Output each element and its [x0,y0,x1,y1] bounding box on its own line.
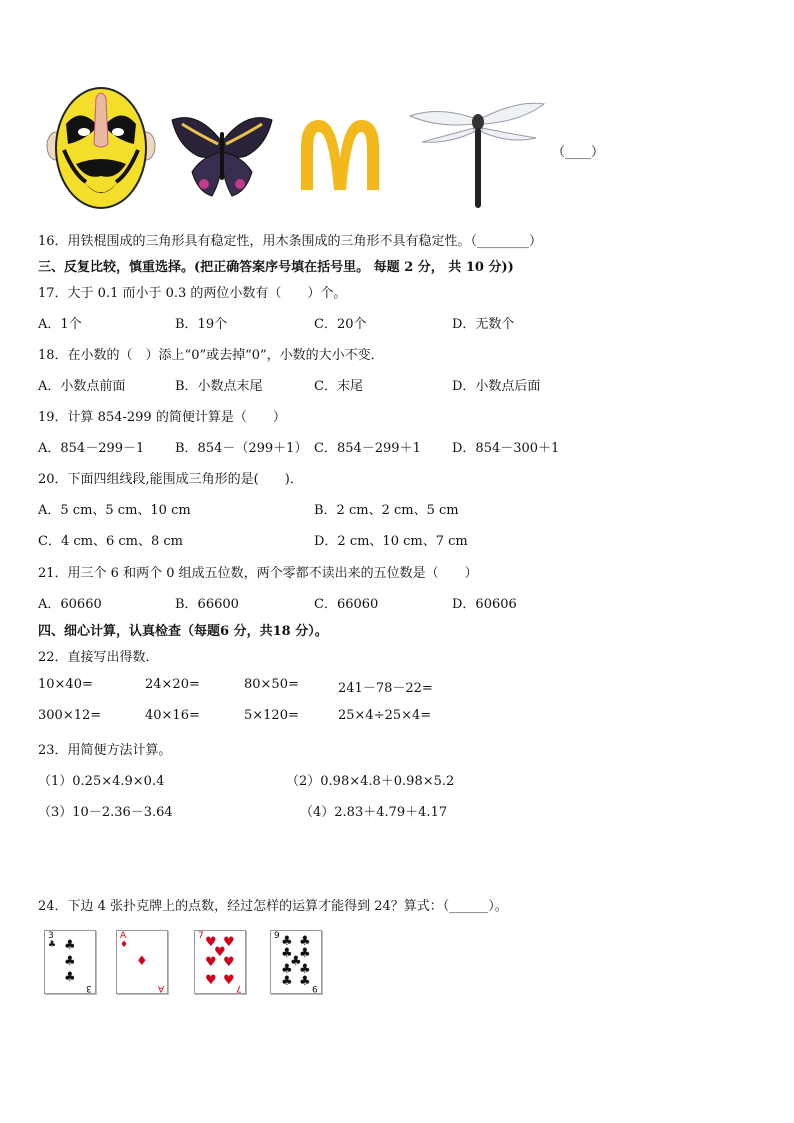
q20-option-b[interactable]: B．2 cm、2 cm、5 cm [314,503,459,518]
q23-item-1: （1）0.25×4.9×0.4 [38,774,165,789]
club-icon: ♣ [64,938,76,953]
q23-item-3: （3）10－2.36－3.64 [38,805,173,820]
q22-expr-2: 24×20= [145,677,200,692]
q18-option-a[interactable]: A．小数点前面 [38,379,126,394]
q21-option-b[interactable]: B．66600 [175,597,239,612]
club-icon: ♣ [281,934,293,949]
heart-icon: ♥ [223,973,235,988]
heart-icon: ♥ [205,935,217,950]
question-23-stem: 23．用简便方法计算。 [38,743,172,758]
section-4-header: 四、细心计算，认真检查（每题6 分，共18 分）。 [38,624,328,639]
opera-mask-image [46,84,156,210]
q21-option-c[interactable]: C．66060 [314,597,379,612]
q23-item-2: （2）0.98×4.8＋0.98×5.2 [286,774,455,789]
card-rank: 3 [48,931,54,941]
diamond-icon: ♦ [120,940,129,950]
playing-card-9-clubs [270,930,322,994]
q21-option-d[interactable]: D．60606 [452,597,517,612]
q19-option-b[interactable]: B．854－（299＋1） [175,441,308,456]
heart-icon: ♥ [205,973,217,988]
q20-option-a[interactable]: A．5 cm、5 cm、10 cm [38,503,191,518]
q22-expr-8: 25×4÷25×4= [338,708,432,723]
q19-option-d[interactable]: D．854－300＋1 [452,441,560,456]
q17-option-a[interactable]: A．1个 [38,317,82,332]
q23-item-4: （4）2.83＋4.79＋4.17 [300,805,448,820]
q22-expr-6: 40×16= [145,708,200,723]
q18-option-b[interactable]: B．小数点末尾 [175,379,263,394]
club-icon: ♣ [281,946,293,961]
q18-option-c[interactable]: C．末尾 [314,379,363,394]
section-3-header: 三、反复比较，慎重选择。(把正确答案序号填在括号里。 每题 2 分， 共 10 分)) [38,260,514,275]
diamond-icon: ♦ [136,954,148,969]
q22-expr-4: 241－78－22= [338,681,433,696]
dragonfly-image [408,98,548,210]
club-icon: ♣ [299,962,311,977]
heart-icon: ♥ [223,935,235,950]
question-17-stem: 17．大于 0.1 而小于 0.3 的两位小数有（ ）个。 [38,286,347,301]
card-rank: 9 [312,983,318,993]
q22-expr-5: 300×12= [38,708,102,723]
mcdonalds-logo-image [297,118,383,192]
q17-option-c[interactable]: C．20个 [314,317,367,332]
card-rank: A [157,983,164,993]
playing-card-a-diamonds [116,930,168,994]
q17-option-d[interactable]: D．无数个 [452,317,515,332]
card-rank: 3 [86,983,92,993]
club-icon: ♣ [64,970,76,985]
q19-option-c[interactable]: C．854－299＋1 [314,441,421,456]
q22-expr-7: 5×120= [244,708,299,723]
club-icon: ♣ [281,962,293,977]
club-icon: ♣ [299,946,311,961]
question-19-stem: 19．计算 854-299 的简便计算是（ ） [38,410,286,425]
question-20-stem: 20．下面四组线段,能围成三角形的是( )． [38,472,303,487]
club-icon: ♣ [48,940,57,950]
club-icon: ♣ [290,954,302,969]
q18-option-d[interactable]: D．小数点后面 [452,379,541,394]
heart-icon: ♥ [214,945,226,960]
top-answer-blank[interactable]: （____） [552,145,605,160]
card-rank: 7 [236,983,242,993]
q20-option-d[interactable]: D．2 cm、10 cm、7 cm [314,534,468,549]
question-18-stem: 18．在小数的（ ）添上“0”或去掉“0”，小数的大小不变． [38,348,384,363]
q20-option-c[interactable]: C．4 cm、6 cm、8 cm [38,534,183,549]
butterfly-image [168,112,276,202]
card-rank: A [120,931,127,941]
heart-icon: ♥ [205,955,217,970]
q22-expr-3: 80×50= [244,677,299,692]
playing-card-3-clubs [44,930,96,994]
club-icon: ♣ [299,974,311,989]
club-icon: ♣ [281,974,293,989]
question-24: 24．下边 4 张扑克牌上的点数，经过怎样的运算才能得到 24？算式：（______）。 [38,899,508,914]
club-icon: ♣ [64,954,76,969]
q19-option-a[interactable]: A．854－299－1 [38,441,145,456]
question-21-stem: 21．用三个 6 和两个 0 组成五位数，两个零都不读出来的五位数是（ ） [38,566,478,581]
club-icon: ♣ [299,934,311,949]
card-rank: 9 [274,931,280,941]
card-rank: 7 [198,931,204,941]
heart-icon: ♥ [223,955,235,970]
q22-expr-1: 10×40= [38,677,93,692]
question-22-stem: 22．直接写出得数． [38,650,159,665]
playing-card-7-hearts [194,930,246,994]
question-16: 16．用铁棍围成的三角形具有稳定性，用木条围成的三角形不具有稳定性。（________） [38,234,543,249]
q17-option-b[interactable]: B．19个 [175,317,228,332]
q21-option-a[interactable]: A．60660 [38,597,102,612]
